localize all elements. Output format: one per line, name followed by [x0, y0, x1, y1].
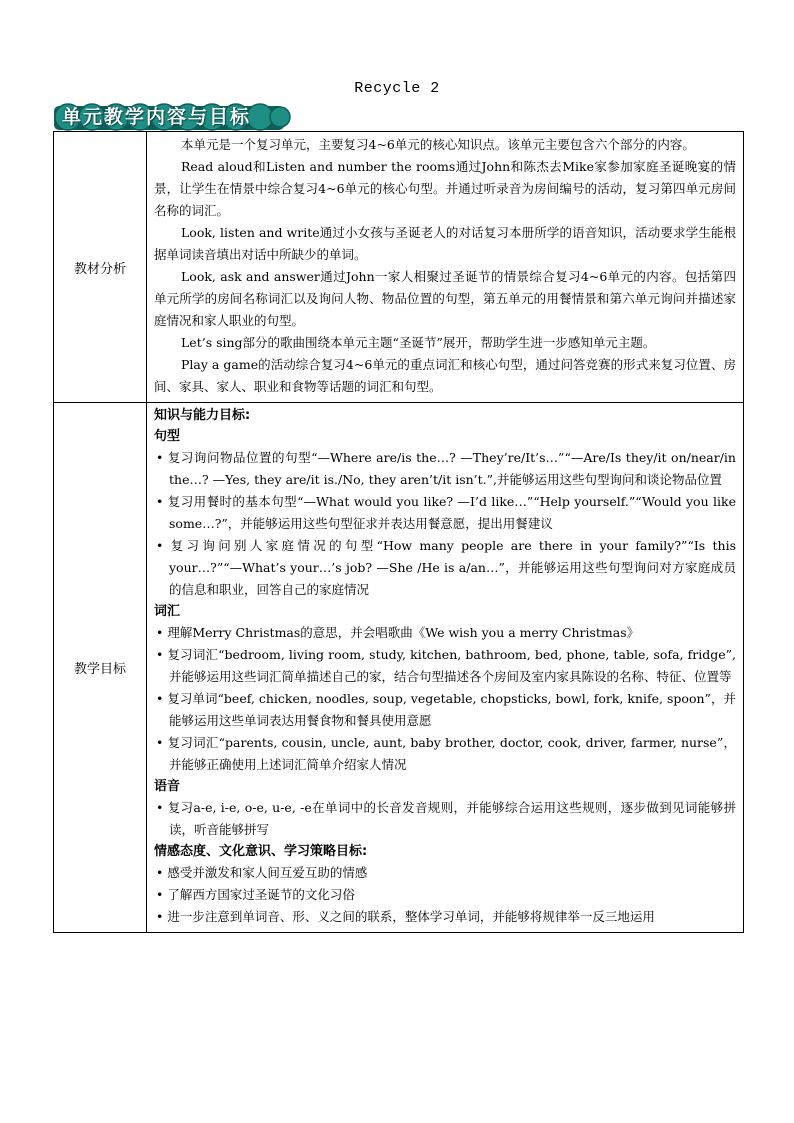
sentence-item: • 复习用餐时的基本句型“—What would you like? —I’d like…”“Help yourself.”“Would you like some…?”，并能够运用这些句型征求并表达用餐意愿，提出用餐建议: [156, 494, 736, 531]
heading-affect: 情感态度、文化意识、学习策略目标:: [154, 844, 368, 859]
analysis-paragraph: 本单元是一个复习单元，主要复习4~6单元的核心知识点。该单元主要包含六个部分的内容。: [181, 137, 695, 152]
analysis-paragraph: Let’s sing部分的歌曲围绕本单元主题“圣诞节”展开，帮助学生进一步感知单元主题。: [181, 335, 656, 350]
row-analysis: [54, 132, 744, 403]
analysis-paragraph: Read aloud和Listen and number the rooms通过John和陈杰去Mike家参加家庭圣诞晚宴的情景，让学生在情景中综合复习4~6单元的核心句型。并通过听录音为房间编号的活动，复习第四单元房间名称的词汇。: [154, 159, 736, 218]
content-analysis: [147, 132, 744, 403]
label-analysis: 教材分析: [54, 132, 147, 403]
section-banner: [54, 103, 292, 131]
content-goals: [147, 403, 744, 933]
subheading-phonics: 语音: [154, 779, 181, 794]
banner-title: 单元教学内容与目标: [62, 106, 252, 128]
label-goals: 教学目标: [54, 403, 147, 933]
heading-knowledge: 知识与能力目标:: [154, 408, 251, 423]
phonics-item: • 复习a-e, i-e, o-e, u-e, -e在单词中的长音发音规则，并能够综合运用这些规则，逐步做到见词能够拼读，听音能够拼写: [156, 800, 736, 837]
affect-item: • 了解西方国家过圣诞节的文化习俗: [156, 887, 355, 902]
analysis-paragraph: Look, listen and write通过小女孩与圣诞老人的对话复习本册所学的语音知识，活动要求学生能根据单词读音填出对话中所缺少的单词。: [154, 225, 736, 262]
analysis-paragraph: Play a game的活动综合复习4~6单元的重点词汇和核心句型，通过问答竞赛的形式来复习位置、房间、家具、家人、职业和食物等话题的词汇和句型。: [154, 357, 736, 394]
affect-item: • 进一步注意到单词音、形、义之间的联系，整体学习单词，并能够将规律举一反三地运用: [156, 909, 655, 924]
sentence-item: • 复习询问别人家庭情况的句型“How many people are there in your family?”“Is this your…?”“—What’s your…’s job? —She /He is a/an…”，并能够运用这些句型询问对方家庭成员的信息和职业，回答自己的家庭情况: [156, 538, 736, 597]
sentence-item: • 复习询问物品位置的句型“—Where are/is the…? —They’re/It’s…”“—Are/Is they/it on/near/in the…? —Yes, they are/it is./No, they aren’t/it isn’t.”,并能够运用这些句型询问和谈论物品位置: [156, 450, 736, 487]
vocab-item: • 复习词汇“bedroom, living room, study, kitchen, bathroom, bed, phone, table, sofa, fridge”,并能够运用这些词汇简单描述自己的家，结合句型描述各个房间及室内家具陈设的名称、特征、位置等: [156, 647, 736, 684]
vocab-item: • 复习单词“beef, chicken, noodles, soup, vegetable, chopsticks, bowl, fork, knife, spoon”，并能够运用这些单词表达用餐食物和餐具使用意愿: [156, 691, 736, 728]
subheading-vocab: 词汇: [154, 604, 181, 619]
vocab-item: • 理解Merry Christmas的意思，并会唱歌曲《We wish you a merry Christmas》: [156, 625, 640, 640]
subheading-sentences: 句型: [154, 429, 181, 444]
analysis-paragraph: Look, ask and answer通过John一家人相聚过圣诞节的情景综合复习4~6单元的内容。包括第四单元所学的房间名称词汇以及询问人物、物品位置的句型，第五单元的用餐情景和第六单元询问并描述家庭情况和家人职业的句型。: [154, 269, 736, 328]
row-goals: [54, 403, 744, 933]
affect-item: • 感受并激发和家人间互爱互助的情感: [156, 865, 368, 880]
vocab-item: • 复习词汇“parents, cousin, uncle, aunt, baby brother, doctor, cook, driver, farmer, nurse”，并能够正确使用上述词汇简单介绍家人情况: [156, 735, 736, 772]
document-title: Recycle 2: [354, 80, 440, 97]
unit-table: [53, 131, 744, 933]
